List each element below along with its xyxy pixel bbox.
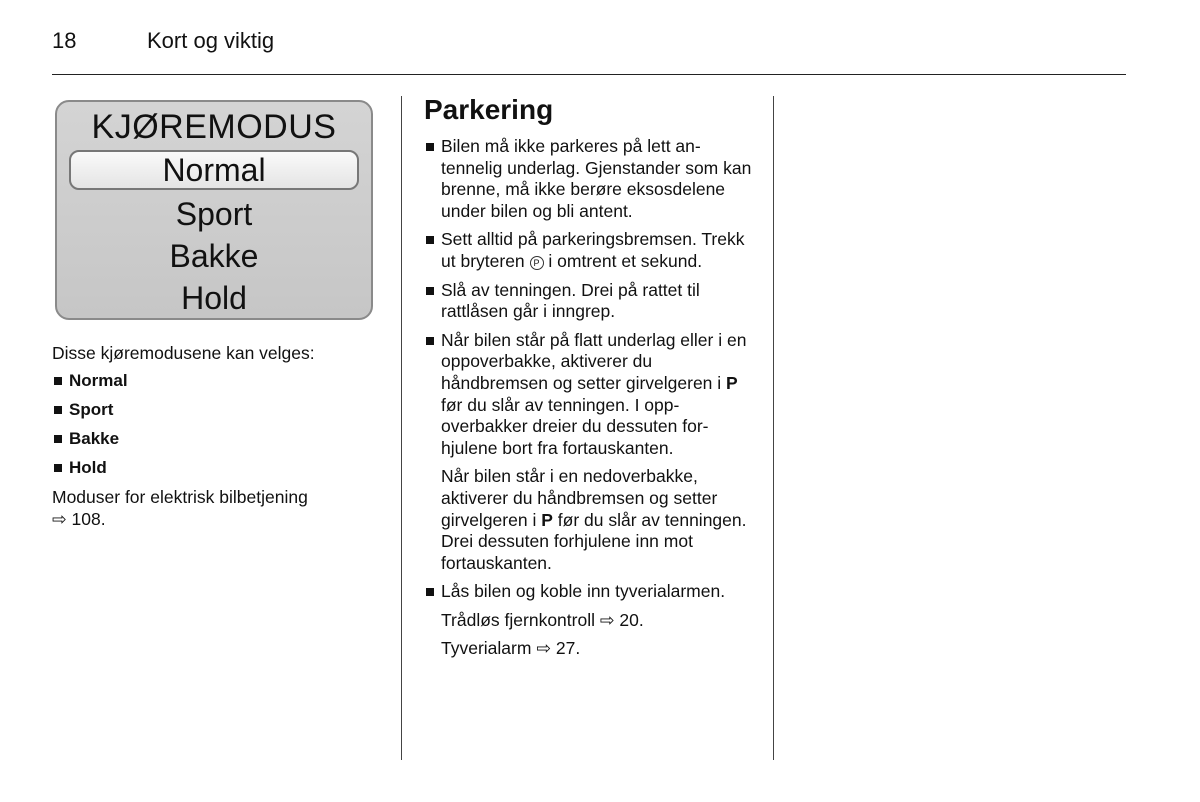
bullet-paragraph [441, 466, 754, 574]
gear-letter: P [726, 372, 738, 393]
page-number: 18 [52, 28, 77, 53]
page-header [52, 28, 274, 58]
display-option: Sport [175, 196, 253, 232]
reference-arrow-icon: ⇨ [536, 638, 551, 659]
reference-arrow-icon: ⇨ [599, 609, 615, 630]
display-title: KJØREMODUS [91, 108, 337, 146]
list-item: Normal [52, 370, 382, 392]
cross-reference [441, 638, 754, 660]
reference-arrow-icon: ⇨ [52, 509, 67, 529]
bullet-text: Lås bilen og koble inn tyverialarmen. [441, 581, 726, 602]
list-item: Hold [52, 457, 382, 479]
reference-text: Trådløs fjernkontroll [441, 609, 595, 630]
list-item [424, 136, 754, 222]
reference-page-link[interactable]: 108. [71, 509, 106, 529]
section-title: Parkering [424, 94, 554, 125]
cross-reference [441, 610, 754, 632]
parkering-list [424, 136, 754, 667]
reference-page-link[interactable]: 20. [619, 609, 644, 630]
reference-text: Tyverialarm [441, 638, 532, 659]
list-item: Sport [52, 399, 382, 421]
display-option: Hold [181, 280, 247, 316]
list-item [424, 330, 754, 575]
header-rule [52, 74, 1126, 75]
list-item [424, 280, 754, 323]
column-divider [401, 96, 402, 760]
bullet-text: Når bilen står på flatt underlag eller i en oppoverbakke, aktiverer du håndbremsen og setter girvelgeren i [441, 329, 747, 393]
gear-letter: P [541, 509, 553, 530]
list-item: Bakke [52, 428, 382, 450]
reference-text: Moduser for elektrisk bilbetjening [52, 487, 308, 507]
drive-mode-display [55, 100, 373, 320]
parking-brake-icon: P [530, 256, 544, 270]
bullet-text: Bilen må ikke parkeres på lett antennelig underlag. Gjenstander som kan brenne, må ikke berøre eksosdelene under bilen og bli antent. [441, 136, 752, 221]
bullet-text: Når bilen står i en nedoverbakke, aktiverer du håndbremsen og setter girvelgeren i [441, 466, 718, 530]
page-section-title: Kort og viktig [147, 28, 275, 53]
list-item [424, 581, 754, 660]
display-option-selected: Normal [69, 150, 359, 190]
list-item [424, 229, 754, 272]
bullet-text: i omtrent et sekund. [548, 250, 703, 271]
bullet-text: før du slår av tenningen. Drei dessuten forhjulene inn mot fortauskanten. [441, 509, 747, 573]
bullet-text: før du slår av tenningen. I oppoverbakker dreier du dessuten forhjulene bort fra fortauskanten. [441, 394, 709, 458]
bullet-text: Sett alltid på parkeringsbremsen. Trekk ut bryteren [441, 229, 745, 271]
display-option: Bakke [169, 238, 259, 274]
drive-mode-text [52, 342, 382, 530]
bullet-text: Slå av tenningen. Drei på rattet til rattlåsen går i inngrep. [441, 279, 700, 322]
drive-mode-list [52, 370, 382, 479]
column-divider [773, 96, 774, 760]
reference-page-link[interactable]: 27. [555, 638, 581, 659]
drive-mode-intro: Disse kjøremodusene kan velges: [52, 343, 315, 363]
cross-reference [52, 486, 382, 530]
